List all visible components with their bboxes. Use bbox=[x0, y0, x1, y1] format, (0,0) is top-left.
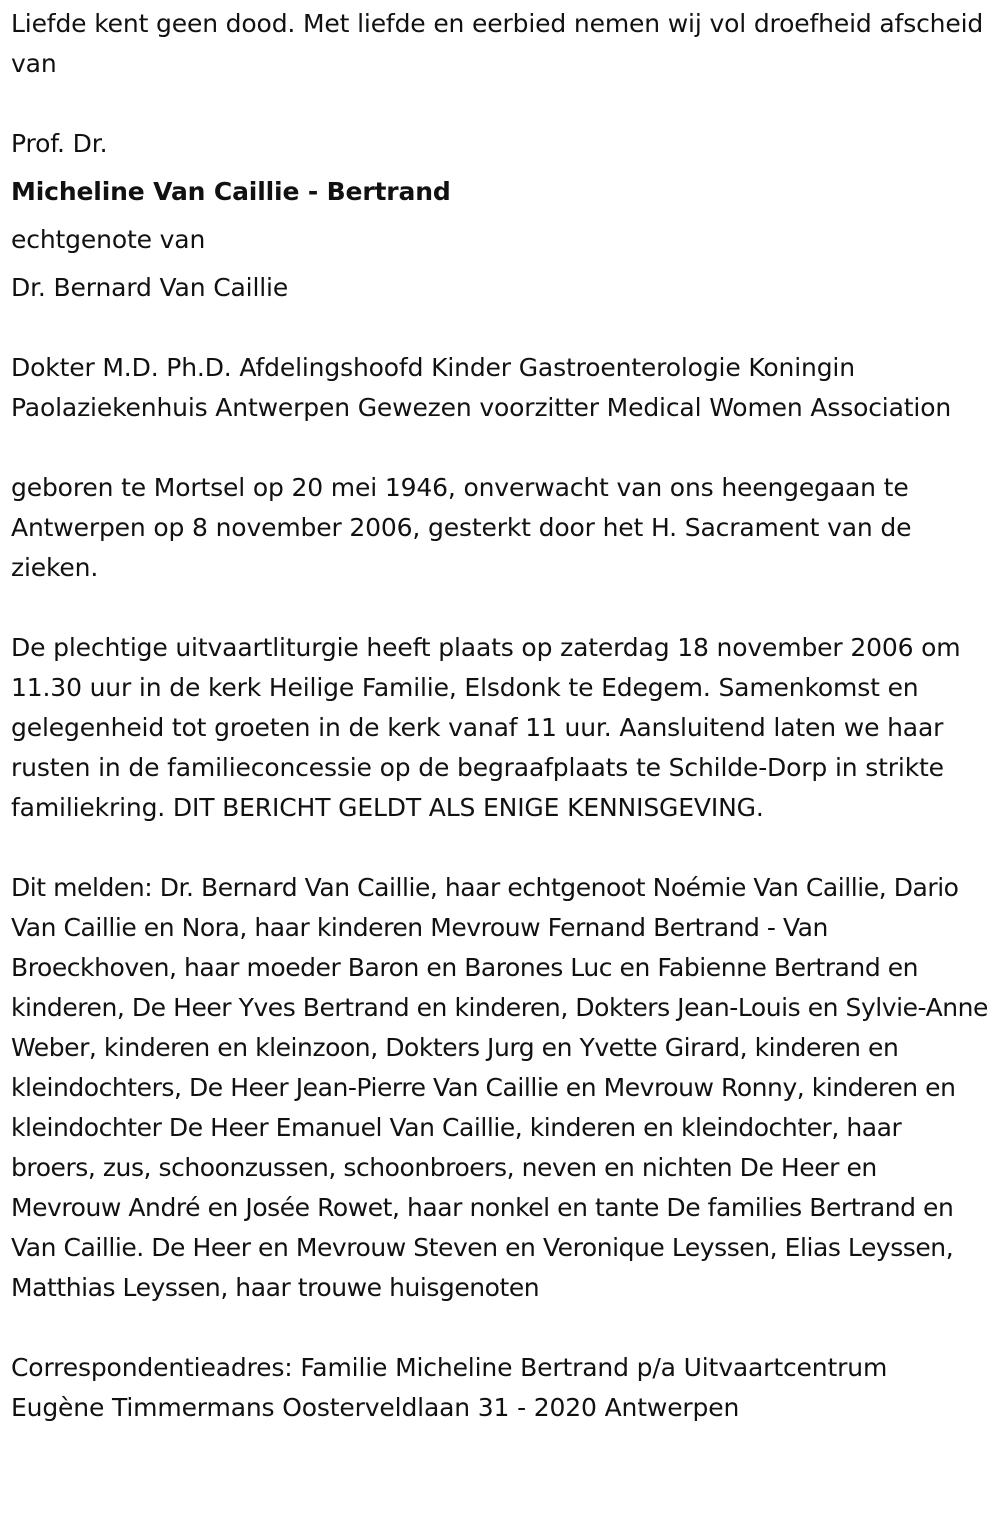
deceased-title: Prof. Dr. bbox=[11, 129, 108, 158]
birth-death-paragraph: geboren te Mortsel op 20 mei 1946, onverwacht van ons heengegaan te Antwerpen op 8 november 2006, gesterkt door het H. Sacrament van de zieken. bbox=[11, 473, 912, 582]
announcers-paragraph: Dit melden: Dr. Bernard Van Caillie, haar echtgenoot Noémie Van Caillie, Dario Van Caillie en Nora, haar kinderen Mevrouw Fernand Bertrand - Van Broeckhoven, haar moeder Baron en Barones Luc en Fabienne Bertrand en kinderen, De Heer Yves Bertrand en kinderen, Dokters Jean-Louis en Sylvie-Anne Weber, kinderen en kleinzoon, Dokters Jurg en Yvette Girard, kinderen en kleindochters, De Heer Jean-Pierre Van Caillie en Mevrouw Ronny, kinderen en kleindochter De Heer Emanuel Van Caillie, kinderen en kleindochter, haar broers, zus, schoonzussen, schoonbroers, neven en nichten De Heer en Mevrouw André en Josée Rowet, haar nonkel en tante De families Bertrand en Van Caillie. De Heer en Mevrouw Steven en Veronique Leyssen, Elias Leyssen, Matthias Leyssen, haar trouwe huisgenoten bbox=[11, 873, 988, 1302]
intro-paragraph: Liefde kent geen dood. Met liefde en eerbied nemen wij vol droefheid afscheid van bbox=[11, 9, 984, 78]
spouse-name: Dr. Bernard Van Caillie bbox=[11, 273, 289, 302]
relation-label: echtgenote van bbox=[11, 225, 206, 254]
deceased-name: Micheline Van Caillie - Bertrand bbox=[11, 177, 451, 206]
funeral-paragraph: De plechtige uitvaartliturgie heeft plaats op zaterdag 18 november 2006 om 11.30 uur in de kerk Heilige Familie, Elsdonk te Edegem. Samenkomst en gelegenheid tot groeten in de kerk vanaf 11 uur. Aansluitend laten we haar rusten in de familieconcessie op de begraafplaats te Schilde-Dorp in strikte familiekring. DIT BERICHT GELDT ALS ENIGE KENNISGEVING. bbox=[11, 633, 961, 822]
correspondence-paragraph: Correspondentieadres: Familie Micheline Bertrand p/a Uitvaartcentrum Eugène Timmermans Oosterveldlaan 31 - 2020 Antwerpen bbox=[11, 1353, 888, 1422]
occupation-paragraph: Dokter M.D. Ph.D. Afdelingshoofd Kinder Gastroenterologie Koningin Paolaziekenhuis Antwerpen Gewezen voorzitter Medical Women Association bbox=[11, 353, 952, 422]
